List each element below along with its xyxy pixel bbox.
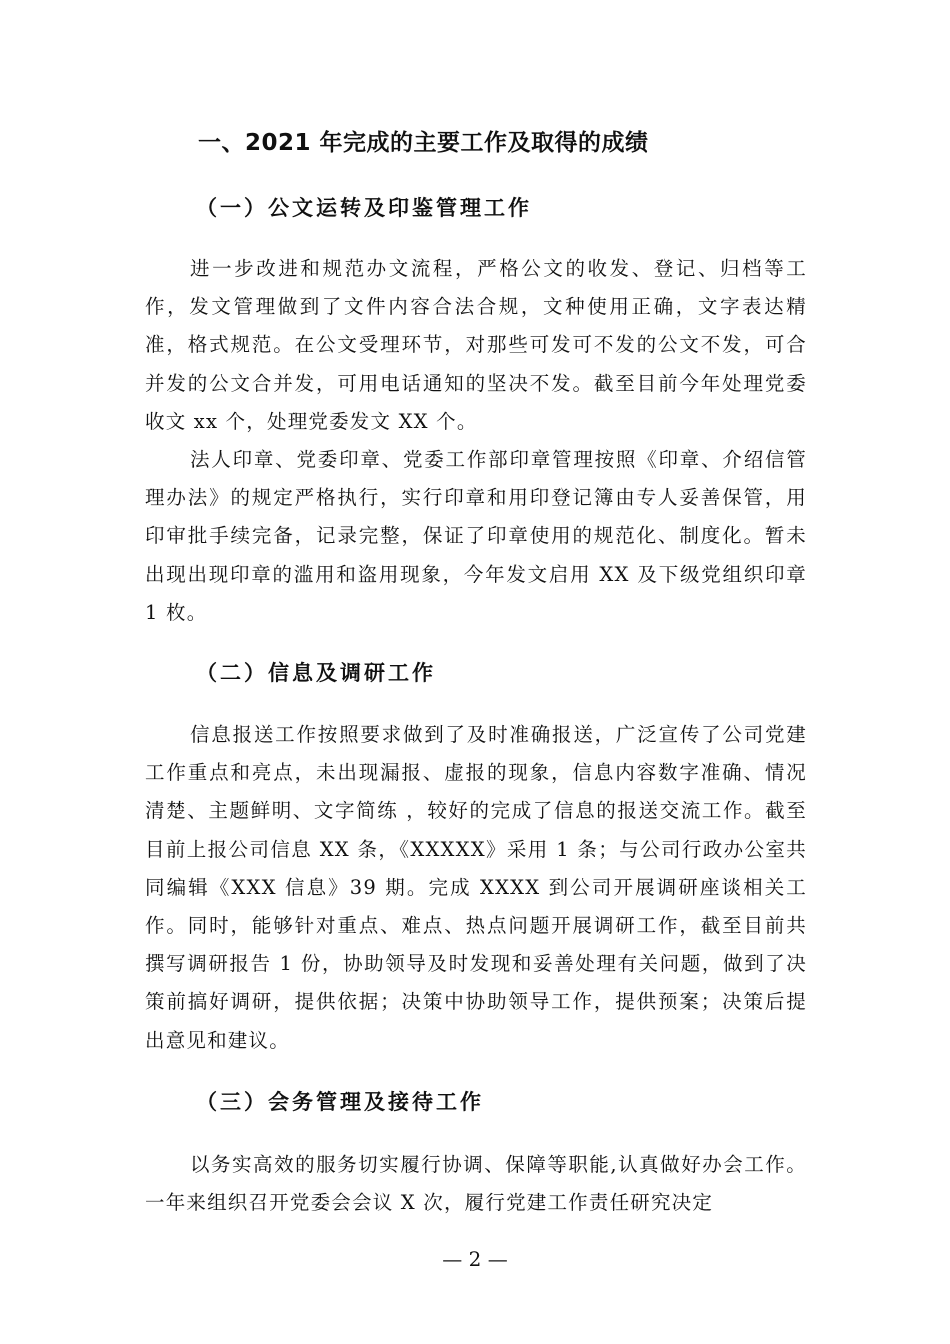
- main-heading: 一、2021 年完成的主要工作及取得的成绩: [198, 130, 649, 156]
- paragraph-seal-management: 法人印章、党委印章、党委工作部印章管理按照《印章、介绍信管理办法》的规定严格执行，实行印章和用印登记簿由专人妥善保管，用印审批手续完备，记录完整，保证了印章使用的规范化、制度化。暂未出现出现印章的滥用和盗用现象，今年发文启用 XX 及下级党组织印章 1 枚。: [145, 448, 807, 624]
- section-heading-3: （三）会务管理及接待工作: [196, 1090, 484, 1114]
- paragraph-information-research: 信息报送工作按照要求做到了及时准确报送，广泛宣传了公司党建工作重点和亮点，未出现漏报、虚报的现象，信息内容数字准确、情况清楚、主题鲜明、文字简练 ，较好的完成了信息的报送交流工作。截至目前上报公司信息 XX 条，《XXXXX》采用 1 条；与公司行政办公室共同编辑《XXX 信息》39 期。完成 XXXX 到公司开展调研座谈相关工作。同时，能够针对重点、难点、热点问题开展调研工作，截至目前共撰写调研报告 1 份，协助领导及时发现和妥善处理有关问题，做到了决策前搞好调研，提供依据；决策中协助领导工作，提供预案；决策后提出意见和建议。: [145, 723, 807, 1052]
- section-heading-2: （二）信息及调研工作: [196, 661, 436, 685]
- page-number: — 2 —: [442, 1247, 508, 1271]
- section-heading-1: （一）公文运转及印鉴管理工作: [196, 196, 532, 220]
- paragraph-meeting-management: 以务实高效的服务切实履行协调、保障等职能,认真做好办会工作。一年来组织召开党委会会议 X 次，履行党建工作责任研究决定: [145, 1153, 807, 1215]
- paragraph-document-handling: 进一步改进和规范办文流程，严格公文的收发、登记、归档等工作，发文管理做到了文件内容合法合规，文种使用正确，文字表达精准，格式规范。在公文受理环节，对那些可发可不发的公文不发，可合并发的公文合并发，可用电话通知的坚决不发。截至目前今年处理党委收文 xx 个，处理党委发文 XX 个。: [145, 257, 807, 433]
